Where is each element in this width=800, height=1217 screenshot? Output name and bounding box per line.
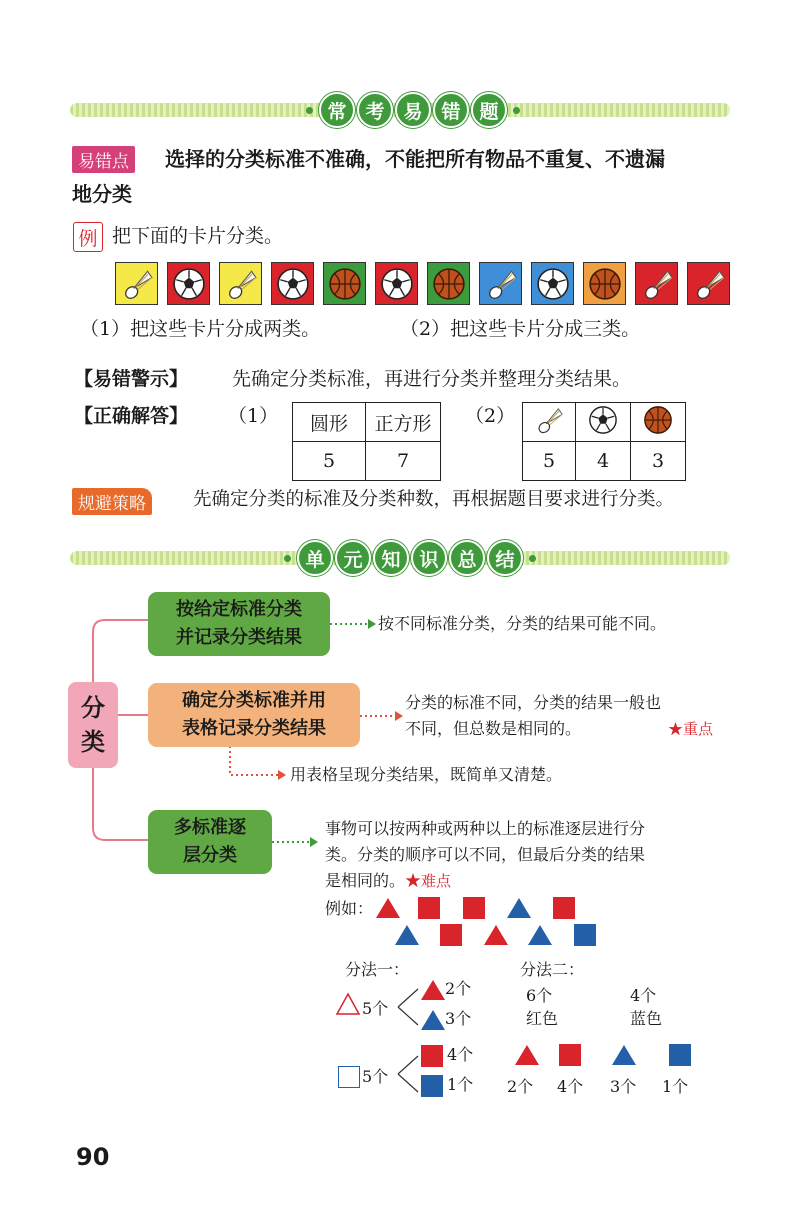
strategy-text: 先确定分类的标准及分类种数，再根据题目要求进行分类。 [193, 489, 675, 510]
red-square [559, 1044, 581, 1066]
triangle-blue-count: 3个 [445, 1009, 472, 1028]
table1-value: 5 [293, 442, 366, 481]
mindmap-node-1 [148, 592, 330, 656]
blue-triangle [528, 925, 552, 945]
red-square [440, 924, 462, 946]
page-number: 90 [76, 1143, 110, 1171]
answer-label: 【正确解答】 [74, 405, 189, 427]
mindmap-node-2 [148, 683, 360, 747]
triangle-total: 5个 [362, 999, 389, 1018]
count-red-squares: 4个 [557, 1077, 584, 1096]
banner-char: 考 [357, 92, 393, 128]
warning-text: 先确定分类标准，再进行分类并整理分类结果。 [232, 368, 632, 390]
banner-char: 识 [411, 540, 447, 576]
branch-lines [396, 985, 420, 1029]
banner-char: 结 [487, 540, 523, 576]
error-point-tag: 易错点 [72, 146, 135, 173]
banner-char: 元 [335, 540, 371, 576]
blue-triangle [421, 1010, 445, 1030]
banner-char: 常 [319, 92, 355, 128]
red-count: 6个 [526, 986, 553, 1005]
red-square [418, 897, 440, 919]
triangle-red-count: 2个 [445, 979, 472, 998]
banner-char: 知 [373, 540, 409, 576]
question-1: （1）把这些卡片分成两类。 [80, 318, 321, 340]
strategy-tag: 规避策略 [72, 488, 152, 515]
red-triangle [421, 980, 445, 1000]
node2-note-3: 用表格呈现分类结果，既简单又清楚。 [290, 765, 563, 784]
warning-label: 【易错警示】 [74, 368, 189, 390]
square-red-count: 4个 [447, 1045, 474, 1064]
question-2: （2）把这些卡片分成三类。 [400, 318, 641, 340]
star-icon: ★ [668, 720, 684, 738]
node3-note-1: 事物可以按两种或两种以上的标准逐层进行分 [325, 819, 646, 838]
mindmap-root [68, 682, 118, 768]
red-square [421, 1045, 443, 1067]
table2-value: 5 [523, 442, 576, 481]
banner-char: 总 [449, 540, 485, 576]
answer-part1: （1） [228, 405, 279, 427]
count-blue-triangles: 3个 [610, 1077, 637, 1096]
branch-lines [396, 1052, 420, 1096]
banner-char: 题 [471, 92, 507, 128]
node1-note: 按不同标准分类，分类的结果可能不同。 [378, 614, 667, 633]
example-tag: 例 [73, 222, 103, 252]
example-text: 把下面的卡片分类。 [112, 225, 284, 247]
red-triangle [484, 925, 508, 945]
count-blue-squares: 1个 [662, 1077, 689, 1096]
node2-note-1: 分类的标准不同，分类的结果一般也 [405, 693, 662, 712]
table2-value: 4 [576, 442, 631, 481]
blue-triangle [507, 898, 531, 918]
square-total: 5个 [362, 1067, 389, 1086]
table1-header: 圆形 [293, 403, 366, 442]
red-label: 红色 [526, 1009, 559, 1028]
banner-char: 单 [297, 540, 333, 576]
node-line: 表格记录分类结果 [182, 718, 326, 739]
root-char: 类 [81, 728, 105, 756]
banner-char: 错 [433, 92, 469, 128]
table2-value: 3 [631, 442, 686, 481]
node-line: 并记录分类结果 [176, 627, 302, 648]
red-square [463, 897, 485, 919]
red-triangle [515, 1045, 539, 1065]
table1-value: 7 [366, 442, 441, 481]
difficulty-label: 难点 [421, 872, 452, 890]
node-line: 按给定标准分类 [176, 599, 302, 620]
method-1-label: 分法一： [345, 960, 410, 979]
node-line: 确定分类标准并用 [182, 690, 326, 711]
method-2-label: 分法二： [520, 960, 585, 979]
node3-note-3: 是相同的。 [325, 871, 406, 890]
square-blue-count: 1个 [447, 1075, 474, 1094]
banner-char: 易 [395, 92, 431, 128]
root-char: 分 [81, 694, 105, 722]
blue-triangle [612, 1045, 636, 1065]
red-triangle [376, 898, 400, 918]
mindmap-node-3 [148, 810, 272, 874]
blue-triangle [395, 925, 419, 945]
answer-part2: （2） [465, 405, 516, 427]
blue-square [574, 924, 596, 946]
key-point-text: 重点 [683, 720, 714, 738]
error-point-line2: 地分类 [72, 182, 132, 206]
node-line: 多标准逐 [174, 817, 246, 838]
table1-header: 正方形 [366, 403, 441, 442]
example-label: 例如： [325, 899, 374, 918]
node3-note-3-wrap [325, 868, 451, 894]
error-point-line1: 选择的分类标准不准确，不能把所有物品不重复、不遗漏 [165, 147, 665, 171]
outline-square-icon [338, 1066, 360, 1088]
blue-square [669, 1044, 691, 1066]
count-red-triangles: 2个 [507, 1077, 534, 1096]
key-point-label [668, 718, 713, 739]
node3-note-2: 类。分类的顺序可以不同，但最后分类的结果 [325, 845, 646, 864]
red-square [553, 897, 575, 919]
blue-label: 蓝色 [630, 1009, 663, 1028]
node-line: 层分类 [183, 845, 237, 866]
node2-note-2: 不同，但总数是相同的。 [405, 719, 582, 738]
blue-square [421, 1075, 443, 1097]
star-icon: ★ [405, 871, 422, 890]
blue-count: 4个 [630, 986, 657, 1005]
